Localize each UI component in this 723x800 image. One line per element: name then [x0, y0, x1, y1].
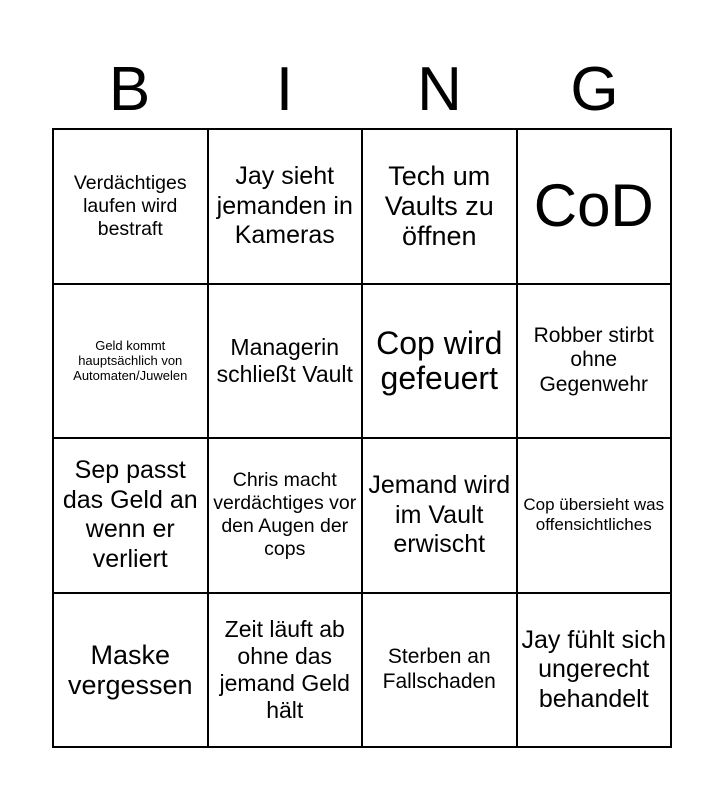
bingo-header [52, 52, 672, 128]
bingo-cell[interactable]: Cop übersieht was offensichtliches [518, 439, 673, 594]
header-letter-n: N [417, 55, 462, 124]
bingo-cell[interactable]: Geld kommt hauptsächlich von Automaten/Juwelen [54, 285, 209, 440]
bingo-cell[interactable]: Robber stirbt ohne Gegenwehr [518, 285, 673, 440]
bingo-board [52, 128, 672, 748]
bingo-cell[interactable]: Managerin schließt Vault [209, 285, 364, 440]
bingo-cell[interactable]: Jay sieht jemanden in Kameras [209, 130, 364, 285]
bingo-cell[interactable]: Sterben an Fallschaden [363, 594, 518, 749]
header-letter-i: I [275, 55, 294, 124]
header-letter-b: B [108, 55, 151, 124]
bingo-cell[interactable]: Tech um Vaults zu öffnen [363, 130, 518, 285]
bingo-cell[interactable]: CoD [518, 130, 673, 285]
bingo-cell[interactable]: Chris macht verdächtiges vor den Augen der cops [209, 439, 364, 594]
bingo-cell[interactable]: Maske vergessen [54, 594, 209, 749]
bingo-cell[interactable]: Sep passt das Geld an wenn er verliert [54, 439, 209, 594]
bingo-cell[interactable]: Jay fühlt sich ungerecht behandelt [518, 594, 673, 749]
bingo-cell[interactable]: Cop wird gefeuert [363, 285, 518, 440]
bingo-cell[interactable]: Jemand wird im Vault erwischt [363, 439, 518, 594]
header-letter-g: G [570, 55, 619, 124]
bingo-cell[interactable]: Verdächtiges laufen wird bestraft [54, 130, 209, 285]
bingo-cell[interactable]: Zeit läuft ab ohne das jemand Geld hält [209, 594, 364, 749]
